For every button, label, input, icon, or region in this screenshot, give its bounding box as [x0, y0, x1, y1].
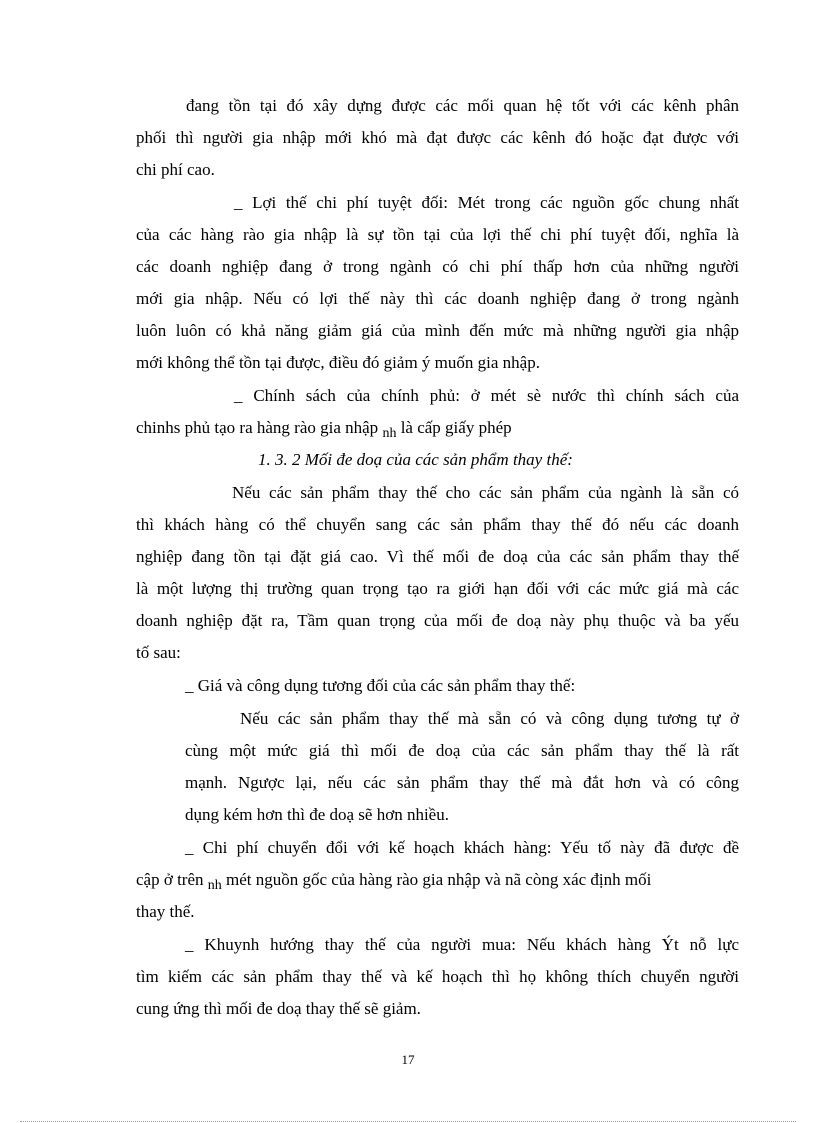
text-fragment: mét nguồn gốc của hàng rào gia nhập và nã còng xác định mối — [226, 870, 652, 889]
text-line: đang tồn tại đó xây dựng được các mối quan hệ tốt với các kênh phân — [186, 96, 739, 115]
subscript-mark: nh — [382, 426, 397, 441]
text-line: mạnh. Ngược lại, nếu các sản phẩm thay thế mà đắt hơn và có công — [185, 773, 739, 792]
text-fragment: cập ở trên — [136, 870, 204, 889]
footer-divider — [20, 1121, 796, 1122]
text-line: thay thế. — [136, 902, 195, 921]
text-line: mới gia nhập. Nếu có lợi thế này thì các doanh nghiệp đang ở trong ngành — [136, 289, 739, 308]
text-line: doanh nghiệp đặt ra, Tầm quan trọng của mối đe doạ này phụ thuộc và ba yếu — [136, 611, 739, 630]
text-line: các doanh nghiệp đang ở trong ngành có chi phí thấp hơn của những người — [136, 257, 739, 276]
text-line: chi phí cao. — [136, 160, 215, 179]
text-line: tìm kiếm các sản phẩm thay thế và kế hoạch thì họ không thích chuyển người — [136, 967, 739, 986]
text-line: mới không thể tồn tại được, điều đó giảm ý muốn gia nhập. — [136, 353, 540, 372]
text-line: là một lượng thị trường quan trọng tạo ra giới hạn đối với các mức giá mà các — [136, 579, 739, 598]
text-fragment: là cấp giấy phép — [400, 418, 512, 437]
text-line: thì khách hàng có thể chuyển sang các sản phẩm thay thế đó nếu các doanh — [136, 515, 739, 534]
section-heading: 1. 3. 2 Mối đe doạ của các sản phẩm thay thế: — [258, 450, 573, 469]
page-number: 17 — [401, 1052, 415, 1067]
text-line: _ Giá và công dụng tương đối của các sản phẩm thay thế: — [185, 676, 576, 695]
text-line: Nếu các sản phẩm thay thế cho các sản phẩm của ngành là sẵn có — [232, 483, 739, 502]
subscript-mark: nh — [207, 878, 222, 893]
text-line: _ Khuynh hướng thay thế của người mua: Nếu khách hàng Ýt nỗ lực — [185, 935, 739, 954]
text-line: _ Chính sách của chính phủ: ở mét sè nước thì chính sách của — [234, 386, 739, 405]
text-line: cùng một mức giá thì mối đe doạ của các sản phẩm thay thế là rất — [185, 741, 739, 760]
text-line-with-subscript — [136, 418, 739, 440]
text-line: dụng kém hơn thì đe doạ sẽ hơn nhiều. — [185, 805, 449, 824]
text-line: Nếu các sản phẩm thay thế mà sẵn có và công dụng tương tự ở — [240, 709, 739, 728]
text-line: của các hàng rào gia nhập là sự tồn tại của lợi thế chi phí tuyệt đối, nghĩa là — [136, 225, 739, 244]
text-line: cung ứng thì mối đe doạ thay thế sẽ giảm. — [136, 999, 421, 1018]
text-line: luôn luôn có khả năng giảm giá của mình đến mức mà những người gia nhập — [136, 321, 739, 340]
text-line: _ Chi phí chuyển đổi với kế hoạch khách hàng: Yếu tố này đã được đề — [185, 838, 739, 857]
text-line-with-subscript — [136, 870, 739, 892]
text-line: phối thì người gia nhập mới khó mà đạt được các kênh đó hoặc đạt được với — [136, 128, 739, 147]
text-fragment: chinhs phủ tạo ra hàng rào gia nhập — [136, 418, 379, 437]
text-line: tố sau: — [136, 643, 181, 662]
text-line: nghiệp đang tồn tại đặt giá cao. Vì thế mối đe doạ của các sản phẩm thay thế — [136, 547, 739, 566]
text-line: _ Lợi thế chi phí tuyệt đối: Mét trong các nguồn gốc chung nhất — [234, 193, 739, 212]
